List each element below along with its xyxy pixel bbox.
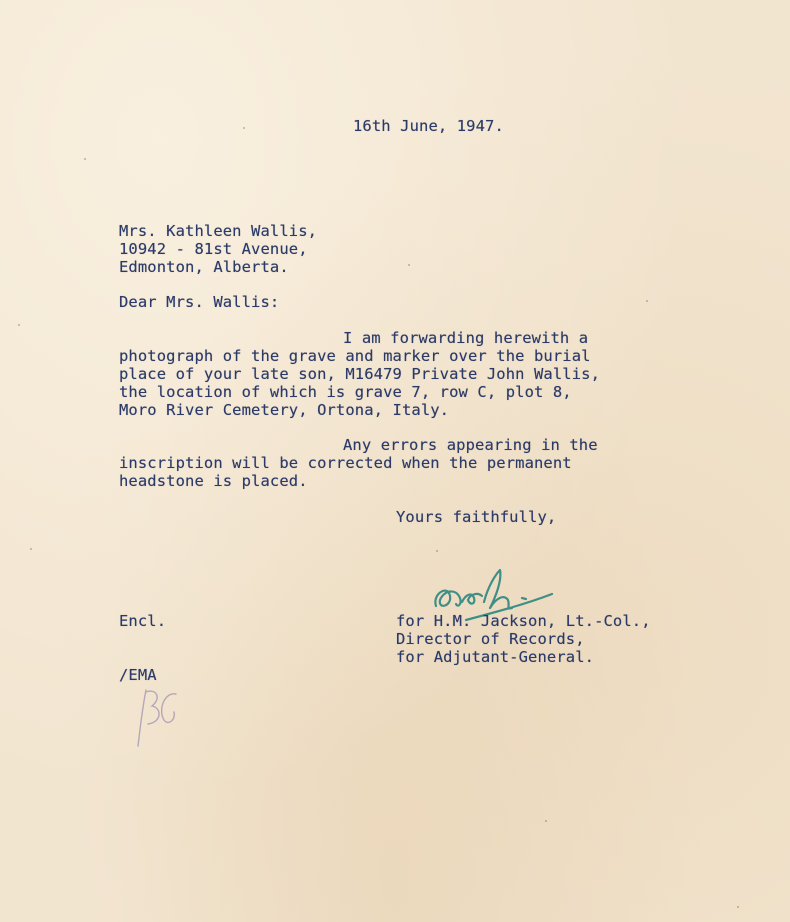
recipient-city: Edmonton, Alberta. — [119, 258, 289, 276]
letter-date: 16th June, 1947. — [353, 117, 504, 135]
paper-speck — [243, 127, 245, 129]
pencil-mark — [128, 680, 188, 750]
paragraph-line: photograph of the grave and marker over the burial — [119, 347, 591, 365]
signatory-office: for Adjutant-General. — [396, 648, 595, 666]
paper-speck — [545, 820, 547, 822]
paragraph-line: place of your late son, M16479 Private John Wallis, — [119, 365, 601, 383]
paper-speck — [408, 264, 410, 266]
paragraph-line: Moro River Cemetery, Ortona, Italy. — [119, 401, 450, 419]
paragraph-line: I am forwarding herewith a — [343, 329, 589, 347]
salutation: Dear Mrs. Wallis: — [119, 293, 280, 311]
paper-speck — [30, 548, 32, 550]
recipient-street: 10942 - 81st Avenue, — [119, 240, 308, 258]
paragraph-line: headstone is placed. — [119, 472, 308, 490]
paragraph-line: inscription will be corrected when the permanent — [119, 454, 572, 472]
signatory-title: Director of Records, — [396, 630, 585, 648]
paragraph-line: the location of which is grave 7, row C, plot 8, — [119, 383, 572, 401]
paper-speck — [646, 300, 648, 302]
signatory-line: for H.M. Jackson, Lt.-Col., — [396, 612, 651, 630]
paper-speck — [18, 324, 20, 326]
enclosure-note: Encl. — [119, 612, 167, 630]
closing: Yours faithfully, — [396, 508, 557, 526]
paper-speck — [84, 158, 86, 160]
paper-speck — [737, 906, 739, 908]
recipient-name: Mrs. Kathleen Wallis, — [119, 222, 318, 240]
paragraph-line: Any errors appearing in the — [343, 436, 598, 454]
reference-initials: /EMA — [119, 666, 157, 684]
paper-speck — [436, 550, 438, 552]
